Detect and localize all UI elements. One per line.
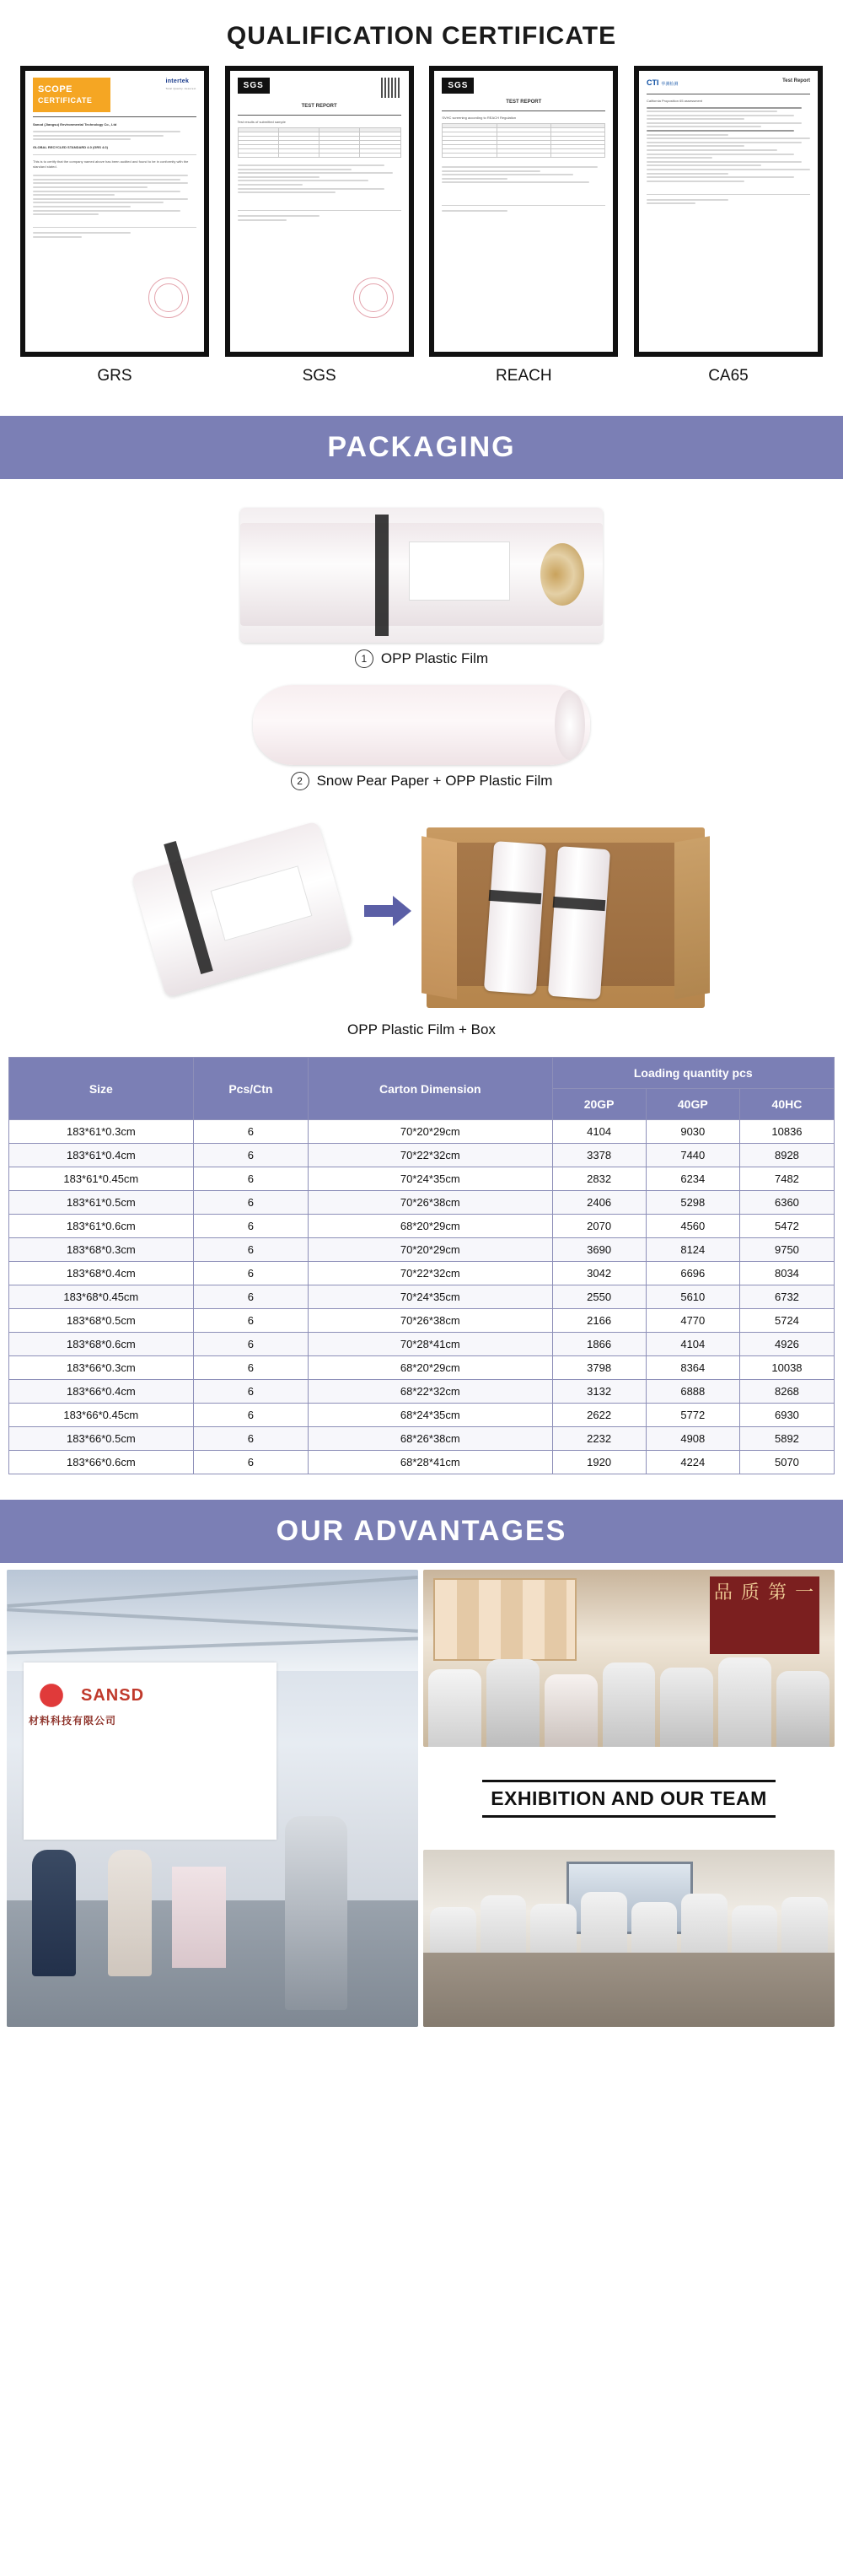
cell-40gp: 4104 bbox=[646, 1333, 739, 1356]
table-row bbox=[9, 1333, 835, 1356]
sgs-logo: SGS bbox=[442, 78, 474, 94]
cell-40gp: 4560 bbox=[646, 1215, 739, 1238]
booth-brand-name: SANSD bbox=[81, 1686, 145, 1705]
cell-size: 183*68*0.4cm bbox=[9, 1262, 194, 1285]
reach-result-table bbox=[442, 123, 605, 158]
cell-size: 183*61*0.3cm bbox=[9, 1120, 194, 1144]
cell-40hc: 5892 bbox=[739, 1427, 834, 1451]
cell-carton: 68*28*41cm bbox=[309, 1451, 552, 1474]
table-row bbox=[9, 1144, 835, 1167]
company-logo-icon bbox=[29, 1676, 74, 1715]
grs-scope-badge: SCOPE CERTIFICATE bbox=[33, 78, 110, 112]
cell-20gp: 2070 bbox=[552, 1215, 646, 1238]
cell-40hc: 4926 bbox=[739, 1333, 834, 1356]
table-row bbox=[9, 1427, 835, 1451]
certificate-caption-sgs: SGS bbox=[302, 367, 336, 385]
arrow-right-icon bbox=[364, 894, 411, 928]
cell-40hc: 10038 bbox=[739, 1356, 834, 1380]
ca65-body-note: California Proposition 65 assessment bbox=[646, 98, 703, 103]
cell-carton: 70*26*38cm bbox=[309, 1309, 552, 1333]
cell-pcs: 6 bbox=[193, 1333, 309, 1356]
cell-20gp: 3690 bbox=[552, 1238, 646, 1262]
cell-carton: 70*24*35cm bbox=[309, 1167, 552, 1191]
loading-quantity-table bbox=[8, 1057, 835, 1474]
cell-size: 183*68*0.45cm bbox=[9, 1285, 194, 1309]
reach-doc-title: TEST REPORT bbox=[506, 100, 542, 105]
cell-40hc: 8268 bbox=[739, 1380, 834, 1404]
cell-carton: 68*22*32cm bbox=[309, 1380, 552, 1404]
certificate-stamp bbox=[148, 278, 189, 318]
th-carton-dimension: Carton Dimension bbox=[309, 1058, 552, 1120]
cell-20gp: 2550 bbox=[552, 1285, 646, 1309]
cell-carton: 70*26*38cm bbox=[309, 1191, 552, 1215]
certificate-item-sgs bbox=[225, 66, 414, 391]
table-row bbox=[9, 1120, 835, 1144]
certificate-caption-grs: GRS bbox=[97, 367, 132, 385]
th-40hc: 40HC bbox=[739, 1089, 834, 1120]
cell-pcs: 6 bbox=[193, 1120, 309, 1144]
table-row bbox=[9, 1215, 835, 1238]
certificate-item-grs bbox=[20, 66, 209, 391]
carton-box-photo bbox=[427, 814, 705, 1008]
cell-40hc: 6732 bbox=[739, 1285, 834, 1309]
cell-carton: 70*24*35cm bbox=[309, 1285, 552, 1309]
cell-40hc: 8034 bbox=[739, 1262, 834, 1285]
cell-carton: 68*20*29cm bbox=[309, 1356, 552, 1380]
table-row bbox=[9, 1356, 835, 1380]
sgs-doc-title: TEST REPORT bbox=[301, 104, 337, 109]
qr-code-icon bbox=[381, 78, 401, 98]
cell-40hc: 10836 bbox=[739, 1120, 834, 1144]
cell-pcs: 6 bbox=[193, 1167, 309, 1191]
table-row bbox=[9, 1262, 835, 1285]
table-row bbox=[9, 1309, 835, 1333]
cell-size: 183*66*0.5cm bbox=[9, 1427, 194, 1451]
certificate-image-grs bbox=[20, 66, 209, 357]
wall-sign-cn: 品 质 第 一 bbox=[710, 1576, 819, 1654]
cell-size: 183*68*0.6cm bbox=[9, 1333, 194, 1356]
cell-20gp: 3132 bbox=[552, 1380, 646, 1404]
cell-size: 183*66*0.4cm bbox=[9, 1380, 194, 1404]
cell-pcs: 6 bbox=[193, 1144, 309, 1167]
qualification-title: QUALIFICATION CERTIFICATE bbox=[226, 22, 617, 50]
cell-40hc: 5070 bbox=[739, 1451, 834, 1474]
certificate-caption-reach: REACH bbox=[496, 367, 552, 385]
cell-carton: 70*22*32cm bbox=[309, 1144, 552, 1167]
cell-40gp: 4770 bbox=[646, 1309, 739, 1333]
cell-40gp: 5772 bbox=[646, 1404, 739, 1427]
roll-photo-opp-film bbox=[240, 508, 603, 643]
cell-40hc: 7482 bbox=[739, 1167, 834, 1191]
packaging-banner: PACKAGING bbox=[0, 416, 843, 479]
cell-pcs: 6 bbox=[193, 1238, 309, 1262]
cell-carton: 68*20*29cm bbox=[309, 1215, 552, 1238]
packaging-label-1: OPP Plastic Film bbox=[380, 650, 489, 666]
sgs-result-table bbox=[238, 127, 401, 158]
cell-pcs: 6 bbox=[193, 1404, 309, 1427]
booth-brand-name-cn: 材料科技有限公司 bbox=[29, 1715, 117, 1727]
photo-exhibition-booth bbox=[7, 1570, 418, 2027]
th-loading-quantity: Loading quantity pcs bbox=[552, 1058, 835, 1089]
th-20gp: 20GP bbox=[552, 1089, 646, 1120]
cti-logo: CTI bbox=[646, 78, 659, 87]
cell-20gp: 3378 bbox=[552, 1144, 646, 1167]
cell-40hc: 8928 bbox=[739, 1144, 834, 1167]
cell-pcs: 6 bbox=[193, 1309, 309, 1333]
cell-size: 183*61*0.4cm bbox=[9, 1144, 194, 1167]
cell-20gp: 4104 bbox=[552, 1120, 646, 1144]
cell-pcs: 6 bbox=[193, 1451, 309, 1474]
cell-40gp: 6696 bbox=[646, 1262, 739, 1285]
cell-40gp: 4224 bbox=[646, 1451, 739, 1474]
certificate-item-ca65 bbox=[634, 66, 823, 391]
cell-pcs: 6 bbox=[193, 1262, 309, 1285]
cell-40gp: 8124 bbox=[646, 1238, 739, 1262]
certificate-row bbox=[0, 66, 843, 391]
photo-team-meeting-bottom bbox=[423, 1850, 835, 2027]
cell-pcs: 6 bbox=[193, 1191, 309, 1215]
ca65-doc-title: Test Report bbox=[782, 78, 810, 84]
packaging-item-1 bbox=[0, 498, 843, 673]
cell-20gp: 2622 bbox=[552, 1404, 646, 1427]
cell-20gp: 2232 bbox=[552, 1427, 646, 1451]
cell-40gp: 5298 bbox=[646, 1191, 739, 1215]
certificate-caption-ca65: CA65 bbox=[708, 367, 749, 385]
spec-table-body bbox=[9, 1120, 835, 1474]
cell-40gp: 5610 bbox=[646, 1285, 739, 1309]
cell-40gp: 4908 bbox=[646, 1427, 739, 1451]
cell-20gp: 1866 bbox=[552, 1333, 646, 1356]
packaging-number-1: 1 bbox=[355, 649, 373, 668]
sgs-body-note: Test results of submitted sample bbox=[237, 120, 286, 124]
th-size: Size bbox=[9, 1058, 194, 1120]
cell-20gp: 1920 bbox=[552, 1451, 646, 1474]
cell-carton: 70*20*29cm bbox=[309, 1120, 552, 1144]
spec-table-wrap bbox=[0, 1038, 843, 1474]
exhibition-team-label bbox=[423, 1752, 835, 1845]
packaging-number-2: 2 bbox=[291, 772, 309, 790]
box-packaging-caption: OPP Plastic Film + Box bbox=[347, 1021, 496, 1037]
cell-40hc: 9750 bbox=[739, 1238, 834, 1262]
advantages-photo-grid bbox=[0, 1563, 843, 2049]
cell-size: 183*66*0.3cm bbox=[9, 1356, 194, 1380]
packaging-item-2 bbox=[0, 673, 843, 795]
cell-pcs: 6 bbox=[193, 1427, 309, 1451]
certificate-item-reach bbox=[429, 66, 618, 391]
cell-carton: 68*24*35cm bbox=[309, 1404, 552, 1427]
th-40gp: 40GP bbox=[646, 1089, 739, 1120]
table-row bbox=[9, 1380, 835, 1404]
sgs-logo: SGS bbox=[238, 78, 270, 94]
roll-photo-single bbox=[138, 827, 349, 995]
table-row bbox=[9, 1404, 835, 1427]
certificate-image-ca65 bbox=[634, 66, 823, 357]
exhibition-team-label-text: EXHIBITION AND OUR TEAM bbox=[482, 1780, 776, 1818]
cell-size: 183*61*0.5cm bbox=[9, 1191, 194, 1215]
cell-size: 183*68*0.5cm bbox=[9, 1309, 194, 1333]
photo-team-meeting-top bbox=[423, 1570, 835, 1747]
cell-size: 183*66*0.6cm bbox=[9, 1451, 194, 1474]
cell-40hc: 6360 bbox=[739, 1191, 834, 1215]
cell-40gp: 6234 bbox=[646, 1167, 739, 1191]
certificate-image-reach bbox=[429, 66, 618, 357]
cell-40gp: 8364 bbox=[646, 1356, 739, 1380]
table-row bbox=[9, 1191, 835, 1215]
cell-20gp: 2832 bbox=[552, 1167, 646, 1191]
cell-size: 183*66*0.45cm bbox=[9, 1404, 194, 1427]
cell-20gp: 2406 bbox=[552, 1191, 646, 1215]
cell-carton: 70*22*32cm bbox=[309, 1262, 552, 1285]
cell-size: 183*61*0.45cm bbox=[9, 1167, 194, 1191]
cell-carton: 70*28*41cm bbox=[309, 1333, 552, 1356]
cell-size: 183*68*0.3cm bbox=[9, 1238, 194, 1262]
cell-40gp: 7440 bbox=[646, 1144, 739, 1167]
cell-40gp: 9030 bbox=[646, 1120, 739, 1144]
cell-20gp: 3798 bbox=[552, 1356, 646, 1380]
box-packaging-scene bbox=[0, 795, 843, 1013]
table-row bbox=[9, 1167, 835, 1191]
cell-40gp: 6888 bbox=[646, 1380, 739, 1404]
cell-40hc: 5472 bbox=[739, 1215, 834, 1238]
certificate-image-sgs bbox=[225, 66, 414, 357]
grs-body-note: This is to certify that the company named above has been audited and found to be in conformity with the standard stated. bbox=[33, 159, 189, 170]
advantages-banner: OUR ADVANTAGES bbox=[0, 1500, 843, 1563]
cell-pcs: 6 bbox=[193, 1285, 309, 1309]
packaging-section bbox=[0, 479, 843, 1038]
cell-pcs: 6 bbox=[193, 1380, 309, 1404]
cell-carton: 70*20*29cm bbox=[309, 1238, 552, 1262]
cti-logo-cn: 华测检测 bbox=[661, 82, 679, 87]
table-row bbox=[9, 1451, 835, 1474]
cell-20gp: 3042 bbox=[552, 1262, 646, 1285]
grs-company: Sanod (Jiangsu) Environmental Technology Co., Ltd bbox=[33, 122, 117, 127]
table-row bbox=[9, 1285, 835, 1309]
cell-40hc: 5724 bbox=[739, 1309, 834, 1333]
roll-photo-snow-pear-paper bbox=[253, 685, 590, 765]
cell-carton: 68*26*38cm bbox=[309, 1427, 552, 1451]
certificate-stamp bbox=[353, 278, 394, 318]
table-row bbox=[9, 1238, 835, 1262]
cell-pcs: 6 bbox=[193, 1356, 309, 1380]
packaging-label-2: Snow Pear Paper + OPP Plastic Film bbox=[316, 773, 553, 789]
intertek-logo: intertek Total Quality. Assured. bbox=[165, 78, 196, 90]
reach-body-note: SVHC screening according to REACH Regulation bbox=[442, 116, 517, 120]
cell-size: 183*61*0.6cm bbox=[9, 1215, 194, 1238]
grs-standard: GLOBAL RECYCLED STANDARD 4.0 (GRS 4.0) bbox=[33, 145, 108, 150]
cell-pcs: 6 bbox=[193, 1215, 309, 1238]
cell-40hc: 6930 bbox=[739, 1404, 834, 1427]
cell-20gp: 2166 bbox=[552, 1309, 646, 1333]
th-pcs-ctn: Pcs/Ctn bbox=[193, 1058, 309, 1120]
